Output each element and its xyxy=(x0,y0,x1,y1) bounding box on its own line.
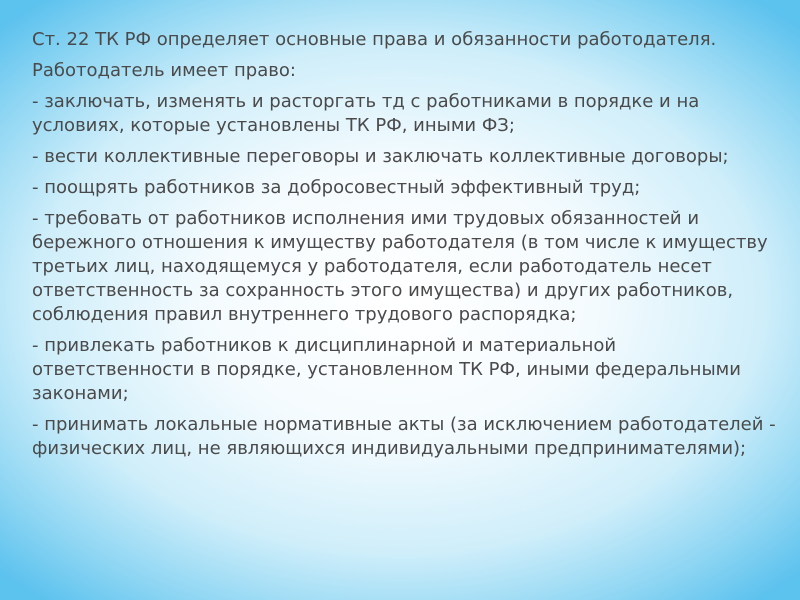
paragraph-article-intro: Ст. 22 ТК РФ определяет основные права и обязанности работодателя. xyxy=(32,29,717,50)
paragraph-right-rewards: - поощрять работников за добросовестный эффективный труд; xyxy=(32,177,641,198)
paragraph-right-discipline: - привлекать работников к дисциплинарной и материальной ответственности в порядке, установленном ТК РФ, иными федеральными законами; xyxy=(32,335,741,404)
paragraph-right-local-acts: - принимать локальные нормативные акты (за исключением работодателей - физических лиц, не являющихся индивидуальными предпринимателями); xyxy=(32,414,776,459)
paragraph-right-demand-duties: - требовать от работников исполнения ими трудовых обязанностей и бережного отношения к имуществу работодателя (в том числе к имуществу третьих лиц, находящемуся у работодателя, если работодатель несет ответственность за сохранность этого имущества) и других работников, соблюдения правил внутреннего трудового распорядка; xyxy=(32,208,768,325)
paragraph-right-contracts: - заключать, изменять и расторгать тд с работниками в порядке и на условиях, которые установлены ТК РФ, иными ФЗ; xyxy=(32,91,700,136)
paragraph-right-collective-bargaining: - вести коллективные переговоры и заключать коллективные договоры; xyxy=(32,146,729,167)
slide-text-block xyxy=(32,28,777,468)
paragraph-rights-heading: Работодатель имеет право: xyxy=(32,60,296,81)
